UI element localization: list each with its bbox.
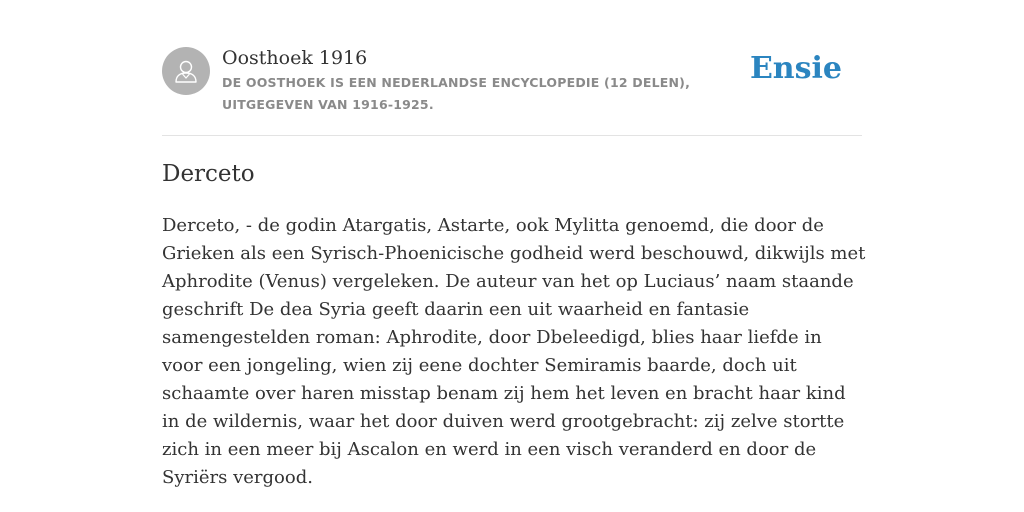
entry-title: Derceto bbox=[162, 161, 255, 187]
source-header bbox=[162, 46, 862, 116]
source-title[interactable]: Oosthoek 1916 bbox=[222, 47, 368, 69]
entry-body: Derceto, - de godin Atargatis, Astarte, ook Mylitta genoemd, die door de Grieken als een Syrisch-Phoenicische godheid werd beschouwd, dikwijls met Aphrodite (Venus) vergeleken. De auteur van het op Luciaus’ naam staande geschrift De dea Syria geeft daarin een uit waarheid en fantasie samengestelden roman: Aphrodite, door Dbeleedigd, blies haar liefde in voor een jongeling, wien zij eene dochter Semiramis baarde, doch uit schaamte over haren misstap benam zij hem het leven en bracht haar kind in de wildernis, waar het door duiven werd grootgebracht: zij zelve stortte zich in een meer bij Ascalon en werd in een visch veranderd en door de Syriërs vergood. bbox=[162, 215, 866, 488]
divider bbox=[162, 135, 862, 136]
source-description: DE OOSTHOEK IS EEN NEDERLANDSE ENCYCLOPEDIE (12 DELEN), UITGEGEVEN VAN 1916-1925. bbox=[222, 75, 691, 112]
avatar[interactable] bbox=[162, 47, 210, 95]
user-outline-icon bbox=[172, 57, 200, 85]
brand-logo[interactable]: Ensie bbox=[749, 51, 842, 86]
